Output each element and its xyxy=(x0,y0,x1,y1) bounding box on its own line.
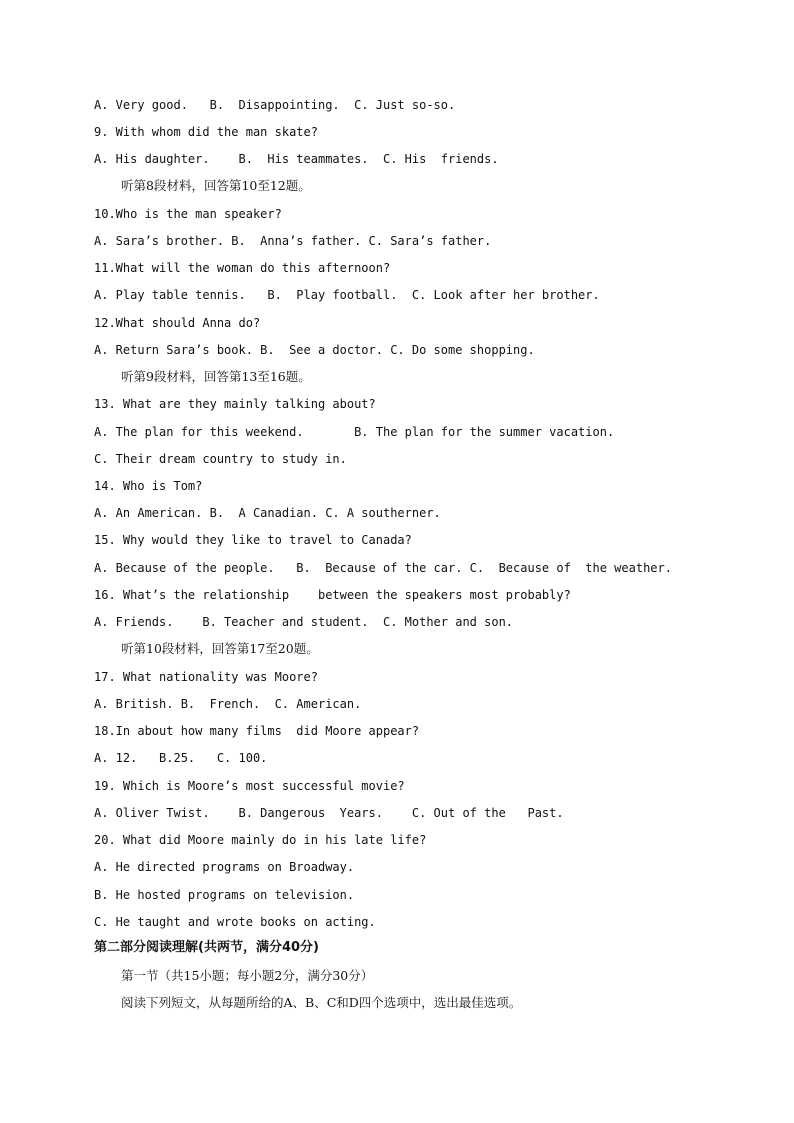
question-18: 18.In about how many films did Moore appear? xyxy=(94,724,420,738)
question-11: 11.What will the woman do this afternoon? xyxy=(94,261,391,275)
answer-options-q12: A. Return Sara’s book. B. See a doctor. C. Do some shopping. xyxy=(94,343,535,357)
question-15: 15. Why would they like to travel to Canada? xyxy=(94,533,412,547)
answer-options-q8: A. Very good. B. Disappointing. C. Just so-so. xyxy=(94,98,456,112)
answer-options-q11: A. Play table tennis. B. Play football. C. Look after her brother. xyxy=(94,288,600,302)
answer-options-q18: A. 12. B.25. C. 100. xyxy=(94,751,268,765)
question-17: 17. What nationality was Moore? xyxy=(94,670,318,684)
listening-instruction-10: 听第10段材料，回答第17至20题。 xyxy=(121,641,319,656)
answer-option-q20-b: B. He hosted programs on television. xyxy=(94,888,355,902)
reading-instruction: 阅读下列短文，从每题所给的A、B、C和D四个选项中，选出最佳选项。 xyxy=(121,995,522,1010)
answer-options-q16: A. Friends. B. Teacher and student. C. Mother and son. xyxy=(94,615,514,629)
answer-options-q14: A. An American. B. A Canadian. C. A southerner. xyxy=(94,506,441,520)
answer-options-q19: A. Oliver Twist. B. Dangerous Years. C. Out of the Past. xyxy=(94,806,564,820)
question-14: 14. Who is Tom? xyxy=(94,479,203,493)
answer-option-q20-a: A. He directed programs on Broadway. xyxy=(94,860,355,874)
answer-options-q9: A. His daughter. B. His teammates. C. His friends. xyxy=(94,152,499,166)
question-20: 20. What did Moore mainly do in his late life? xyxy=(94,833,427,847)
listening-instruction-8: 听第8段材料，回答第10至12题。 xyxy=(121,178,311,193)
answer-options-q15: A. Because of the people. B. Because of the car. C. Because of the weather. xyxy=(94,561,672,575)
listening-instruction-9: 听第9段材料，回答第13至16题。 xyxy=(121,369,311,384)
answer-options-q17: A. British. B. French. C. American. xyxy=(94,697,362,711)
subsection-title: 第一节（共15小题；每小题2分，满分30分） xyxy=(121,968,374,983)
question-19: 19. Which is Moore’s most successful movie? xyxy=(94,779,405,793)
section-heading: 第二部分阅读理解(共两节，满分40分) xyxy=(94,940,319,955)
answer-option-q13-c: C. Their dream country to study in. xyxy=(94,452,347,466)
question-16: 16. What’s the relationship between the speakers most probably? xyxy=(94,588,571,602)
answer-option-q20-c: C. He taught and wrote books on acting. xyxy=(94,915,376,929)
question-10: 10.Who is the man speaker? xyxy=(94,207,282,221)
answer-options-q13-ab: A. The plan for this weekend. B. The plan for the summer vacation. xyxy=(94,425,615,439)
question-13: 13. What are they mainly talking about? xyxy=(94,397,376,411)
answer-options-q10: A. Sara’s brother. B. Anna’s father. C. Sara’s father. xyxy=(94,234,492,248)
question-9: 9. With whom did the man skate? xyxy=(94,125,318,139)
question-12: 12.What should Anna do? xyxy=(94,316,261,330)
